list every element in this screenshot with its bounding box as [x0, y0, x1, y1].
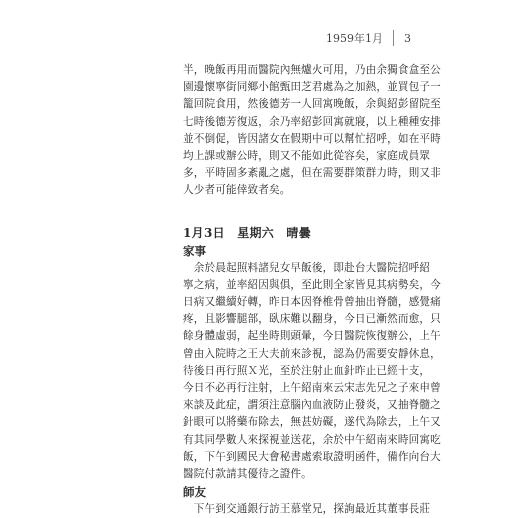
friends-paragraph [183, 501, 431, 518]
section-heading-family: 家事 [183, 243, 206, 258]
text-line: 醫院付款請其優待之證件。 [183, 468, 312, 481]
text-line: 籠回院食用，然後德芳一人回寓晚飯，余與紹彭留院至 [183, 98, 441, 111]
running-header [326, 30, 411, 46]
text-line: 待後日再行照Ｘ光，至於注射止血針昨止已經十支， [183, 364, 431, 377]
entry-date-heading: 1月3日 星期六 晴曇 [183, 225, 311, 240]
text-line: 寧之病，並率紹因與俱，至此則全家皆見其病勢矣，今 [183, 278, 441, 291]
header-date: 1959年1月 [326, 32, 383, 45]
text-line: 飯，下午到國民大會秘書處索取證明函件，備作向台大 [183, 450, 441, 463]
text-line: 有其同學數人來探視並送花，余於中午紹南來時回寓吃 [183, 433, 441, 446]
text-line: 針眼可以將藥布除去，無甚妨礙，遂代為除去，上午又 [183, 416, 441, 429]
text-line: 餘身體虛弱，起坐時則頭暈，今日醫院恢復辦公，上午 [183, 330, 441, 343]
text-line: 七時後德芳復返，余乃率紹彭回寓就寢，以上種種安排 [183, 115, 441, 128]
text-line: 半，晚飯再用而醫院內無爐火可用，乃由余獨食盒至公 [183, 64, 441, 76]
text-line: 並不倒促，皆因諸女在假期中可以幫忙招呼，如在平時 [183, 132, 441, 145]
text-line: 曾由入院時之王大夫前來診視，認為仍需要安靜休息， [183, 347, 441, 360]
text-line: 均上課或辦公時，則又不能如此從容矣，家庭成員眾 [183, 150, 431, 163]
text-line: 下午到交通銀行訪王慕堂兄，探詢最近其董事長莊 [183, 503, 431, 516]
text-line: 余於晨起照料諸兒女早飯後，即赴台大醫院招呼紹 [183, 261, 431, 274]
text-line: 人少者可能倖致者矣。 [183, 184, 291, 197]
page-body [183, 62, 441, 518]
text-line: 疼，且影響腿部，臥床難以翻身，今日已漸然而愈，只 [183, 313, 441, 326]
page-number: 3 [404, 31, 411, 45]
text-line: 來談及此症，謂須注意腦內血液防止發炎，又抽脊髓之 [183, 399, 441, 412]
header-divider [393, 30, 394, 46]
text-line: 今日不必再行注射，上午紹南來云宋志先兄之子來申曾 [183, 382, 441, 395]
continued-paragraph [183, 62, 441, 200]
text-line: 多，平時固多紊亂之處，但在需要群策群力時，則又非 [183, 167, 441, 180]
text-line: 園邊懷寧街同鄉小館甄田芝君處為之加熱，並買包子一 [183, 81, 441, 94]
family-paragraph [183, 260, 441, 484]
section-heading-friends: 師友 [183, 485, 206, 500]
text-line: 日病又繼續好轉，昨日本因脊椎骨曾抽出脊髓，感覺痛 [183, 296, 441, 309]
